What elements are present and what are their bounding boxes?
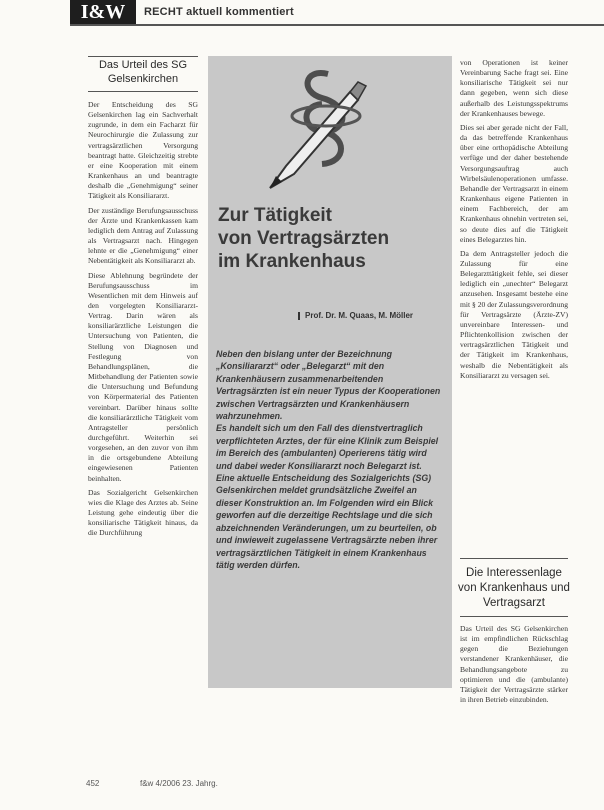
left-column-text xyxy=(88,100,198,543)
lead-paragraph: Eine aktuelle Entscheidung des Sozialgerichts (SG) Gelsenkirchen meldet grundsätzliche Zweifel an dieser Konstruktion an. Im Folgenden wird ein Blick geworfen auf die derzeitige Rechtslage und die sich abzeichnenden Veränderungen, um zu beurteilen, ob und inwieweit zugelassene Vertragsärzte neben ihrer vertragsärztlichen Tätigkeit in einem Krankenhaus tätig werden dürfen. xyxy=(216,473,438,570)
paragraph: Das Urteil des SG Gelsenkirchen ist im empfindlichen Rückschlag gegen die Beziehungen verstandener Krankenhäuser, die Behandlungsangebote zu optimieren und die (ambulante) Tätigkeit der Vertragsärzte stärker in ihren Betrieb einzubinden. xyxy=(460,624,568,705)
subheading-rule-bottom xyxy=(460,616,568,617)
lead-paragraph: Es handelt sich um den Fall des dienstvertraglich verpflichteten Arztes, der für eine Klinik zum Beispiel im Bereich des (ambulanten) Operierens tätig wird und dabei weder Konsiliararzt noch Belegarzt ist. xyxy=(216,423,439,471)
paragraph: von Operationen ist keiner Vereinbarung Sache fragt sei. Eine konsiliarische Tätigkeit sei nur dann gegeben, wenn sich diese außerhalb des Leistungsspektrums der Krankenhauses bewege. xyxy=(460,58,568,118)
subheading: Die Interessenlage von Krankenhaus und Vertragsarzt xyxy=(458,567,570,609)
right-column-text xyxy=(460,58,568,385)
sidebar-title: Das Urteil des SG Gelsenkirchen xyxy=(98,59,188,85)
paragraph: Der zuständige Berufungsausschuss der Ärzte und Krankenkassen kam lediglich dem Antrag auf Zulassung als Vertragsarzt nach. Hingegen lehnte er die „Genehmigung“ einer Nebentätigkeit als Konsiliararzt ab. xyxy=(88,205,198,266)
title-line: im Krankenhaus xyxy=(218,251,366,272)
title-line: Zur Tätigkeit xyxy=(218,205,333,226)
sidebar-rule-top xyxy=(88,56,198,57)
sidebar-rule-bottom xyxy=(88,91,198,92)
article-title xyxy=(218,204,448,273)
paragraph-pencil-illustration xyxy=(230,58,410,196)
paragraph: Das Sozialgericht Gelsenkirchen wies die Klage des Arztes ab. Seine Leistung gehe eindeutig über die konsiliarische Tätigkeit hinaus, da die Durchführung xyxy=(88,487,198,538)
header-rule xyxy=(70,24,604,26)
lead-paragraph: Neben den bislang unter der Bezeichnung „Konsiliararzt“ oder „Belegarzt“ mit den Krankenhäusern zusammenarbeitenden Vertragsärzten ist ein neuer Typus der Kooperationen zwischen Vertragsärzten und Krankenhäusern wahrzunehmen. xyxy=(216,349,441,422)
title-line: von Vertragsärzten xyxy=(218,228,390,249)
article-lead xyxy=(216,348,444,571)
paragraph: Diese Ablehnung begründete der Berufungsausschuss im Wesentlichen mit dem Hinweis auf den vorgelegten Konsiliararzt-Vertrag. Darin wären als konsiliarärztliche Leistungen die Untersuchung von Patienten, die Stellung von Diagnosen und Festlegung von Behandlungsplänen, die Mitbehandlung der Patienten sowie die Untersuchung und Befundung von Körpermaterial des Patienten vereinbart. Darüber hinaus sollte die konsiliarärztliche Tätigkeit vom Antragsteller persönlich durchgeführt. Weiterhin sei vorgesehen, an den zuvor von ihm in die ortsgebundene Abteilung eingewiesenen Patienten beinhalten. xyxy=(88,270,198,483)
journal-citation: f&w 4/2006 23. Jahrg. xyxy=(140,779,218,788)
author-marker xyxy=(298,312,300,320)
subheading-rule-top xyxy=(460,558,568,559)
right-column-text-continued xyxy=(460,624,568,709)
page-number: 452 xyxy=(86,779,100,788)
paragraph: Dies sei aber gerade nicht der Fall, da das betreffende Krankenhaus über eine orthopädische Abteilung verfüge und der daher bestehende Versorgungsauftrag auch Wirbelsäulenoperationen umfasse. Behandle der Vertragsarzt in einem Krankenhaus eigene Patienten in einem Fachbereich, der am Krankenhaus ohnehin vertreten sei, so deute dies auf die Tätigkeit eines Belegarztes hin. xyxy=(460,122,568,244)
authors-text: Prof. Dr. M. Quaas, M. Möller xyxy=(305,311,414,320)
paragraph: Der Entscheidung des SG Gelsenkirchen lag ein Sachverhalt zugrunde, in dem ein Facharzt für Neurochirurgie die Zulassung zur vertragsärztlichen Versorgung beantragt hatte. Gleichzeitig strebte er eine Kooperation mit einem Krankenhaus an und beantragte deshalb die „Genehmigung“ seiner Tätigkeit als Konsiliararzt. xyxy=(88,100,198,201)
section-heading: RECHT aktuell kommentiert xyxy=(144,6,294,18)
article-authors xyxy=(298,311,413,320)
journal-logo: I&W xyxy=(70,0,136,24)
paragraph: Da dem Antragsteller jedoch die Zulassung für eine Belegarzttätigkeit fehle, sei dieser lediglich ein „unechter“ Belegarzt anzusehen. Insgesamt bestehe eine mit § 20 der Zulassungsverordnung für Vertragsärzte (Ärzte-ZV) unvereinbare Interessen- und Pflichtenkollision zwischen der vertragsärztlichen Tätigkeit und der Tätigkeit im Krankenhaus, weshalb die Nebentätigkeit als Konsiliararzt zu versagen sei. xyxy=(460,248,568,380)
